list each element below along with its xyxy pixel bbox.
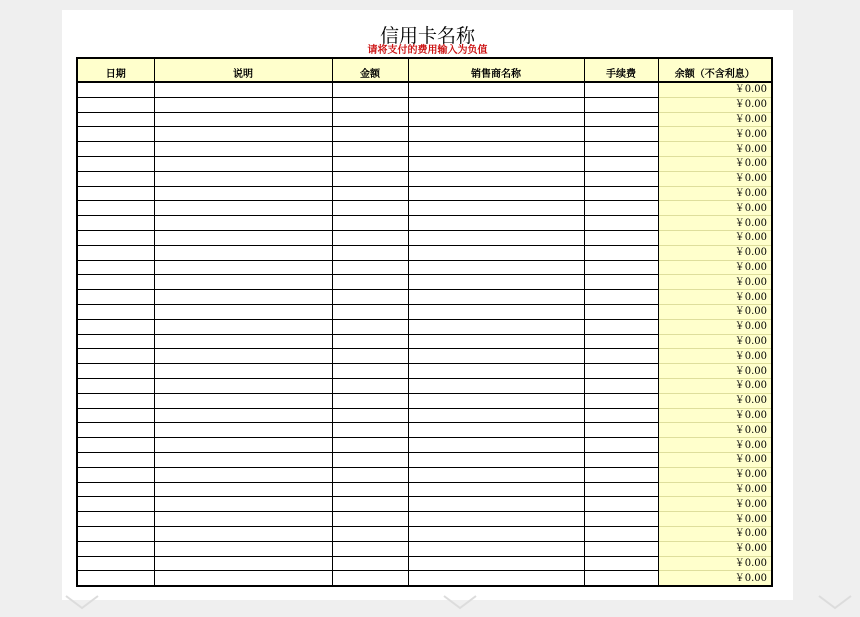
table-row [77, 201, 772, 216]
amount-cell[interactable] [332, 127, 408, 142]
vendor-cell[interactable] [408, 230, 584, 245]
description-cell[interactable] [154, 275, 332, 290]
vendor-cell[interactable] [408, 245, 584, 260]
table-row [77, 334, 772, 349]
table-row [77, 438, 772, 453]
vendor-cell[interactable] [408, 171, 584, 186]
table-row [77, 230, 772, 245]
page-corner-mark-center [440, 594, 480, 617]
vendor-cell[interactable] [408, 112, 584, 127]
table-row [77, 512, 772, 527]
table-row [77, 260, 772, 275]
balance-cell[interactable]: ￥0.00 [658, 526, 772, 541]
balance-cell[interactable]: ￥0.00 [658, 334, 772, 349]
table-row [77, 156, 772, 171]
description-cell[interactable] [154, 571, 332, 586]
vendor-cell[interactable] [408, 512, 584, 527]
date-cell[interactable] [77, 512, 154, 527]
document-title: 信用卡名称 [379, 25, 475, 47]
fee-cell[interactable] [584, 393, 658, 408]
vendor-cell[interactable] [408, 497, 584, 512]
column-header-balance: 余额（不含利息） [658, 58, 772, 82]
fee-cell[interactable] [584, 349, 658, 364]
fee-cell[interactable] [584, 556, 658, 571]
vendor-cell[interactable] [408, 408, 584, 423]
vendor-cell[interactable] [408, 541, 584, 556]
fee-cell[interactable] [584, 497, 658, 512]
date-cell[interactable] [77, 112, 154, 127]
description-cell[interactable] [154, 378, 332, 393]
description-cell[interactable] [154, 290, 332, 305]
vendor-cell[interactable] [408, 304, 584, 319]
table-row [77, 497, 772, 512]
date-cell[interactable] [77, 334, 154, 349]
amount-cell[interactable] [332, 260, 408, 275]
description-cell[interactable] [154, 127, 332, 142]
amount-cell[interactable] [332, 526, 408, 541]
date-cell[interactable] [77, 127, 154, 142]
fee-cell[interactable] [584, 97, 658, 112]
page-corner-mark-right [815, 594, 855, 617]
description-cell[interactable] [154, 201, 332, 216]
fee-cell[interactable] [584, 201, 658, 216]
vendor-cell[interactable] [408, 142, 584, 157]
table-row [77, 556, 772, 571]
date-cell[interactable] [77, 97, 154, 112]
description-cell[interactable] [154, 452, 332, 467]
fee-cell[interactable] [584, 260, 658, 275]
vendor-cell[interactable] [408, 156, 584, 171]
amount-cell[interactable] [332, 408, 408, 423]
description-cell[interactable] [154, 156, 332, 171]
description-cell[interactable] [154, 142, 332, 157]
fee-cell[interactable] [584, 334, 658, 349]
ledger-table [76, 57, 773, 587]
fee-cell[interactable] [584, 142, 658, 157]
amount-cell[interactable] [332, 349, 408, 364]
amount-cell[interactable] [332, 156, 408, 171]
description-cell[interactable] [154, 556, 332, 571]
description-cell[interactable] [154, 171, 332, 186]
table-row [77, 97, 772, 112]
balance-cell[interactable]: ￥0.00 [658, 156, 772, 171]
balance-cell[interactable]: ￥0.00 [658, 142, 772, 157]
description-cell[interactable] [154, 497, 332, 512]
date-cell[interactable] [77, 364, 154, 379]
fee-cell[interactable] [584, 275, 658, 290]
amount-cell[interactable] [332, 452, 408, 467]
description-cell[interactable] [154, 512, 332, 527]
fee-cell[interactable] [584, 127, 658, 142]
description-cell[interactable] [154, 230, 332, 245]
ledger-body [77, 82, 772, 586]
balance-cell[interactable]: ￥0.00 [658, 112, 772, 127]
vendor-cell[interactable] [408, 290, 584, 305]
date-cell[interactable] [77, 304, 154, 319]
date-cell[interactable] [77, 290, 154, 305]
fee-cell[interactable] [584, 171, 658, 186]
balance-cell[interactable]: ￥0.00 [658, 97, 772, 112]
vendor-cell[interactable] [408, 127, 584, 142]
table-row [77, 408, 772, 423]
document-subtitle: 请将支付的费用输入为负值 [367, 45, 488, 56]
balance-cell[interactable]: ￥0.00 [658, 378, 772, 393]
date-cell[interactable] [77, 156, 154, 171]
balance-cell[interactable]: ￥0.00 [658, 290, 772, 305]
balance-cell[interactable]: ￥0.00 [658, 186, 772, 201]
table-row [77, 364, 772, 379]
table-row [77, 216, 772, 231]
amount-cell[interactable] [332, 438, 408, 453]
description-cell[interactable] [154, 364, 332, 379]
date-cell[interactable] [77, 216, 154, 231]
balance-cell[interactable]: ￥0.00 [658, 438, 772, 453]
column-header-date: 日期 [77, 58, 154, 82]
date-cell[interactable] [77, 423, 154, 438]
amount-cell[interactable] [332, 142, 408, 157]
date-cell[interactable] [77, 452, 154, 467]
fee-cell[interactable] [584, 216, 658, 231]
balance-cell[interactable]: ￥0.00 [658, 216, 772, 231]
date-cell[interactable] [77, 319, 154, 334]
balance-cell[interactable]: ￥0.00 [658, 541, 772, 556]
date-cell[interactable] [77, 186, 154, 201]
amount-cell[interactable] [332, 319, 408, 334]
description-cell[interactable] [154, 112, 332, 127]
vendor-cell[interactable] [408, 319, 584, 334]
date-cell[interactable] [77, 556, 154, 571]
vendor-cell[interactable] [408, 452, 584, 467]
table-row [77, 482, 772, 497]
description-cell[interactable] [154, 349, 332, 364]
balance-cell[interactable]: ￥0.00 [658, 304, 772, 319]
amount-cell[interactable] [332, 378, 408, 393]
table-row [77, 423, 772, 438]
fee-cell[interactable] [584, 467, 658, 482]
amount-cell[interactable] [332, 423, 408, 438]
vendor-cell[interactable] [408, 216, 584, 231]
date-cell[interactable] [77, 245, 154, 260]
amount-cell[interactable] [332, 482, 408, 497]
description-cell[interactable] [154, 393, 332, 408]
description-cell[interactable] [154, 82, 332, 97]
column-header-fee: 手续费 [584, 58, 658, 82]
fee-cell[interactable] [584, 541, 658, 556]
description-cell[interactable] [154, 482, 332, 497]
amount-cell[interactable] [332, 556, 408, 571]
amount-cell[interactable] [332, 82, 408, 97]
vendor-cell[interactable] [408, 438, 584, 453]
description-cell[interactable] [154, 334, 332, 349]
fee-cell[interactable] [584, 290, 658, 305]
table-row [77, 571, 772, 586]
fee-cell[interactable] [584, 364, 658, 379]
vendor-cell[interactable] [408, 334, 584, 349]
description-cell[interactable] [154, 245, 332, 260]
description-cell[interactable] [154, 423, 332, 438]
fee-cell[interactable] [584, 82, 658, 97]
fee-cell[interactable] [584, 156, 658, 171]
vendor-cell[interactable] [408, 201, 584, 216]
fee-cell[interactable] [584, 408, 658, 423]
balance-cell[interactable]: ￥0.00 [658, 497, 772, 512]
date-cell[interactable] [77, 467, 154, 482]
table-row [77, 142, 772, 157]
amount-cell[interactable] [332, 245, 408, 260]
date-cell[interactable] [77, 82, 154, 97]
fee-cell[interactable] [584, 304, 658, 319]
balance-cell[interactable]: ￥0.00 [658, 230, 772, 245]
table-row [77, 467, 772, 482]
amount-cell[interactable] [332, 541, 408, 556]
vendor-cell[interactable] [408, 467, 584, 482]
amount-cell[interactable] [332, 334, 408, 349]
description-cell[interactable] [154, 319, 332, 334]
table-row [77, 526, 772, 541]
worksheet-page [62, 10, 793, 600]
description-cell[interactable] [154, 216, 332, 231]
description-cell[interactable] [154, 260, 332, 275]
table-row [77, 319, 772, 334]
table-row [77, 452, 772, 467]
date-cell[interactable] [77, 349, 154, 364]
balance-cell[interactable]: ￥0.00 [658, 171, 772, 186]
fee-cell[interactable] [584, 526, 658, 541]
date-cell[interactable] [77, 526, 154, 541]
date-cell[interactable] [77, 408, 154, 423]
table-row [77, 186, 772, 201]
description-cell[interactable] [154, 438, 332, 453]
date-cell[interactable] [77, 497, 154, 512]
description-cell[interactable] [154, 526, 332, 541]
description-cell[interactable] [154, 408, 332, 423]
column-header-amount: 金额 [332, 58, 408, 82]
date-cell[interactable] [77, 201, 154, 216]
balance-cell[interactable]: ￥0.00 [658, 393, 772, 408]
date-cell[interactable] [77, 482, 154, 497]
vendor-cell[interactable] [408, 275, 584, 290]
amount-cell[interactable] [332, 112, 408, 127]
table-row [77, 304, 772, 319]
fee-cell[interactable] [584, 319, 658, 334]
description-cell[interactable] [154, 186, 332, 201]
vendor-cell[interactable] [408, 393, 584, 408]
table-row [77, 82, 772, 97]
fee-cell[interactable] [584, 438, 658, 453]
table-row [77, 275, 772, 290]
header-row [77, 58, 772, 82]
balance-cell[interactable]: ￥0.00 [658, 512, 772, 527]
fee-cell[interactable] [584, 512, 658, 527]
balance-cell[interactable]: ￥0.00 [658, 452, 772, 467]
vendor-cell[interactable] [408, 186, 584, 201]
balance-cell[interactable]: ￥0.00 [658, 82, 772, 97]
page-corner-mark-left [62, 594, 102, 617]
table-row [77, 290, 772, 305]
balance-cell[interactable]: ￥0.00 [658, 571, 772, 586]
date-cell[interactable] [77, 393, 154, 408]
date-cell[interactable] [77, 142, 154, 157]
balance-cell[interactable]: ￥0.00 [658, 408, 772, 423]
amount-cell[interactable] [332, 230, 408, 245]
amount-cell[interactable] [332, 497, 408, 512]
amount-cell[interactable] [332, 171, 408, 186]
description-cell[interactable] [154, 467, 332, 482]
amount-cell[interactable] [332, 290, 408, 305]
vendor-cell[interactable] [408, 97, 584, 112]
vendor-cell[interactable] [408, 349, 584, 364]
amount-cell[interactable] [332, 201, 408, 216]
amount-cell[interactable] [332, 393, 408, 408]
vendor-cell[interactable] [408, 526, 584, 541]
amount-cell[interactable] [332, 186, 408, 201]
balance-cell[interactable]: ￥0.00 [658, 275, 772, 290]
amount-cell[interactable] [332, 216, 408, 231]
column-header-vendor: 销售商名称 [408, 58, 584, 82]
balance-cell[interactable]: ￥0.00 [658, 482, 772, 497]
table-row [77, 349, 772, 364]
amount-cell[interactable] [332, 512, 408, 527]
column-header-description: 说明 [154, 58, 332, 82]
date-cell[interactable] [77, 230, 154, 245]
fee-cell[interactable] [584, 112, 658, 127]
amount-cell[interactable] [332, 97, 408, 112]
balance-cell[interactable]: ￥0.00 [658, 245, 772, 260]
vendor-cell[interactable] [408, 378, 584, 393]
table-row [77, 245, 772, 260]
balance-cell[interactable]: ￥0.00 [658, 127, 772, 142]
vendor-cell[interactable] [408, 556, 584, 571]
fee-cell[interactable] [584, 230, 658, 245]
table-row [77, 393, 772, 408]
description-cell[interactable] [154, 304, 332, 319]
amount-cell[interactable] [332, 275, 408, 290]
balance-cell[interactable]: ￥0.00 [658, 467, 772, 482]
description-cell[interactable] [154, 97, 332, 112]
balance-cell[interactable]: ￥0.00 [658, 349, 772, 364]
table-row [77, 378, 772, 393]
amount-cell[interactable] [332, 467, 408, 482]
date-cell[interactable] [77, 541, 154, 556]
amount-cell[interactable] [332, 304, 408, 319]
fee-cell[interactable] [584, 245, 658, 260]
fee-cell[interactable] [584, 452, 658, 467]
vendor-cell[interactable] [408, 482, 584, 497]
fee-cell[interactable] [584, 482, 658, 497]
fee-cell[interactable] [584, 186, 658, 201]
date-cell[interactable] [77, 171, 154, 186]
balance-cell[interactable]: ￥0.00 [658, 423, 772, 438]
date-cell[interactable] [77, 438, 154, 453]
fee-cell[interactable] [584, 423, 658, 438]
table-row [77, 127, 772, 142]
vendor-cell[interactable] [408, 423, 584, 438]
balance-cell[interactable]: ￥0.00 [658, 364, 772, 379]
balance-cell[interactable]: ￥0.00 [658, 260, 772, 275]
date-cell[interactable] [77, 378, 154, 393]
vendor-cell[interactable] [408, 364, 584, 379]
fee-cell[interactable] [584, 571, 658, 586]
amount-cell[interactable] [332, 571, 408, 586]
table-row [77, 171, 772, 186]
vendor-cell[interactable] [408, 82, 584, 97]
balance-cell[interactable]: ￥0.00 [658, 319, 772, 334]
date-cell[interactable] [77, 571, 154, 586]
date-cell[interactable] [77, 260, 154, 275]
fee-cell[interactable] [584, 378, 658, 393]
vendor-cell[interactable] [408, 571, 584, 586]
vendor-cell[interactable] [408, 260, 584, 275]
table-row [77, 112, 772, 127]
balance-cell[interactable]: ￥0.00 [658, 201, 772, 216]
description-cell[interactable] [154, 541, 332, 556]
balance-cell[interactable]: ￥0.00 [658, 556, 772, 571]
date-cell[interactable] [77, 275, 154, 290]
table-row [77, 541, 772, 556]
amount-cell[interactable] [332, 364, 408, 379]
